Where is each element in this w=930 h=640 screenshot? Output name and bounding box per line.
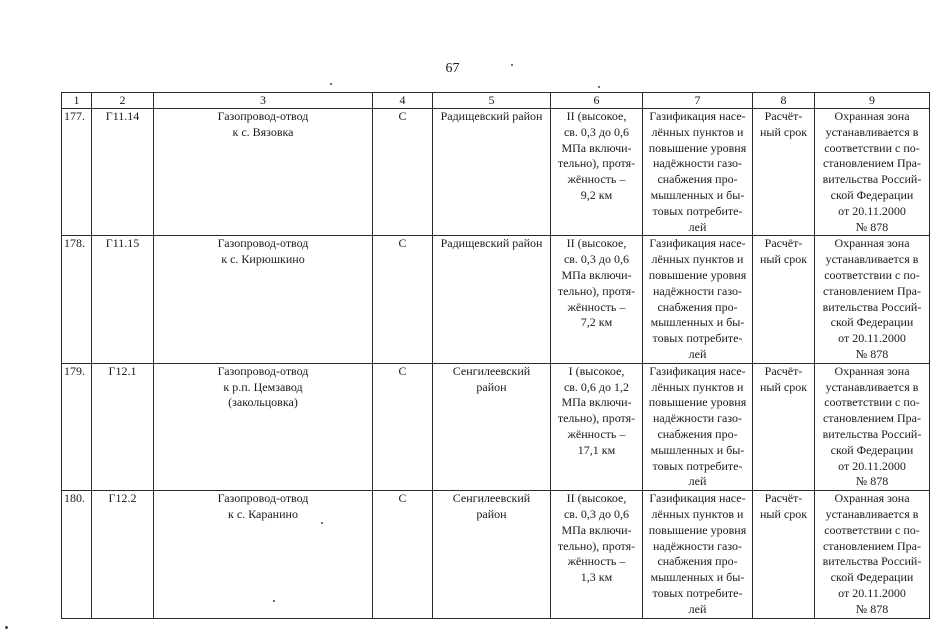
purpose: Газификация насе- лённых пунктов и повышение уровня надёжности газо- снабжения про- мышленных и бы- товых потребите- лей xyxy=(643,109,753,236)
protection-zone: Охранная зона устанавливается в соответствии с по- становлением Пра- вительства Россий- ской Федерации от 20.11.2000 № 878 xyxy=(815,491,930,618)
page-number: 67 xyxy=(445,61,460,76)
column-header-1: 1 xyxy=(62,93,92,109)
object-status: С xyxy=(373,491,433,618)
row-number: 177. xyxy=(62,109,92,236)
scan-speck xyxy=(330,83,332,85)
pipeline-parameters: II (высокое, св. 0,3 до 0,6 МПа включи- тельно), протя- жённость – 9,2 км xyxy=(551,109,643,236)
scan-speck xyxy=(5,626,8,629)
row-number: 179. xyxy=(62,363,92,490)
column-header-8: 8 xyxy=(753,93,815,109)
purpose: Газификация насе- лённых пунктов и повышение уровня надёжности газо- снабжения про- мышленных и бы- товых потребите- лей xyxy=(643,491,753,618)
row-number: 178. xyxy=(62,236,92,363)
pipeline-parameters: II (высокое, св. 0,3 до 0,6 МПа включи- тельно), протя- жённость – 7,2 км xyxy=(551,236,643,363)
table-row xyxy=(62,491,930,618)
scan-speck xyxy=(321,522,323,524)
scan-speck xyxy=(273,600,275,602)
object-code: Г11.15 xyxy=(92,236,154,363)
object-status: С xyxy=(373,236,433,363)
purpose: Газификация насе- лённых пунктов и повышение уровня надёжности газо- снабжения про- мышленных и бы- товых потребите- лей xyxy=(643,236,753,363)
column-header-7: 7 xyxy=(643,93,753,109)
table-row xyxy=(62,109,930,236)
implementation-term: Расчёт- ный срок xyxy=(753,491,815,618)
table-row xyxy=(62,363,930,490)
table-row xyxy=(62,236,930,363)
column-header-4: 4 xyxy=(373,93,433,109)
column-header-9: 9 xyxy=(815,93,930,109)
object-name: Газопровод-отвод к с. Кирюшкино xyxy=(154,236,373,363)
column-header-2: 2 xyxy=(92,93,154,109)
gas-pipeline-table xyxy=(61,92,930,619)
protection-zone: Охранная зона устанавливается в соответствии с по- становлением Пра- вительства Россий- ской Федерации от 20.11.2000 № 878 xyxy=(815,363,930,490)
purpose: Газификация насе- лённых пунктов и повышение уровня надёжности газо- снабжения про- мышленных и бы- товых потребите- лей xyxy=(643,363,753,490)
pipeline-parameters: I (высокое, св. 0,6 до 1,2 МПа включи- тельно), протя- жённость – 17,1 км xyxy=(551,363,643,490)
column-header-3: 3 xyxy=(154,93,373,109)
implementation-term: Расчёт- ный срок xyxy=(753,236,815,363)
district: Радищевский район xyxy=(433,109,551,236)
object-status: С xyxy=(373,363,433,490)
implementation-term: Расчёт- ный срок xyxy=(753,109,815,236)
row-number: 180. xyxy=(62,491,92,618)
object-name: Газопровод-отвод к р.п. Цемзавод (закольцовка) xyxy=(154,363,373,490)
pipeline-parameters: II (высокое, св. 0,3 до 0,6 МПа включи- тельно), протя- жённость – 1,3 км xyxy=(551,491,643,618)
district: Радищевский район xyxy=(433,236,551,363)
district: Сенгилеевский район xyxy=(433,491,551,618)
object-code: Г12.1 xyxy=(92,363,154,490)
district: Сенгилеевский район xyxy=(433,363,551,490)
object-code: Г11.14 xyxy=(92,109,154,236)
protection-zone: Охранная зона устанавливается в соответствии с по- становлением Пра- вительства Россий- ской Федерации от 20.11.2000 № 878 xyxy=(815,236,930,363)
column-header-6: 6 xyxy=(551,93,643,109)
object-code: Г12.2 xyxy=(92,491,154,618)
column-number-row xyxy=(62,93,930,109)
object-name: Газопровод-отвод к с. Каранино xyxy=(154,491,373,618)
implementation-term: Расчёт- ный срок xyxy=(753,363,815,490)
protection-zone: Охранная зона устанавливается в соответствии с по- становлением Пра- вительства Россий- ской Федерации от 20.11.2000 № 878 xyxy=(815,109,930,236)
object-status: С xyxy=(373,109,433,236)
object-name: Газопровод-отвод к с. Вязовка xyxy=(154,109,373,236)
scan-speck xyxy=(598,86,600,88)
scan-speck xyxy=(511,64,513,66)
column-header-5: 5 xyxy=(433,93,551,109)
